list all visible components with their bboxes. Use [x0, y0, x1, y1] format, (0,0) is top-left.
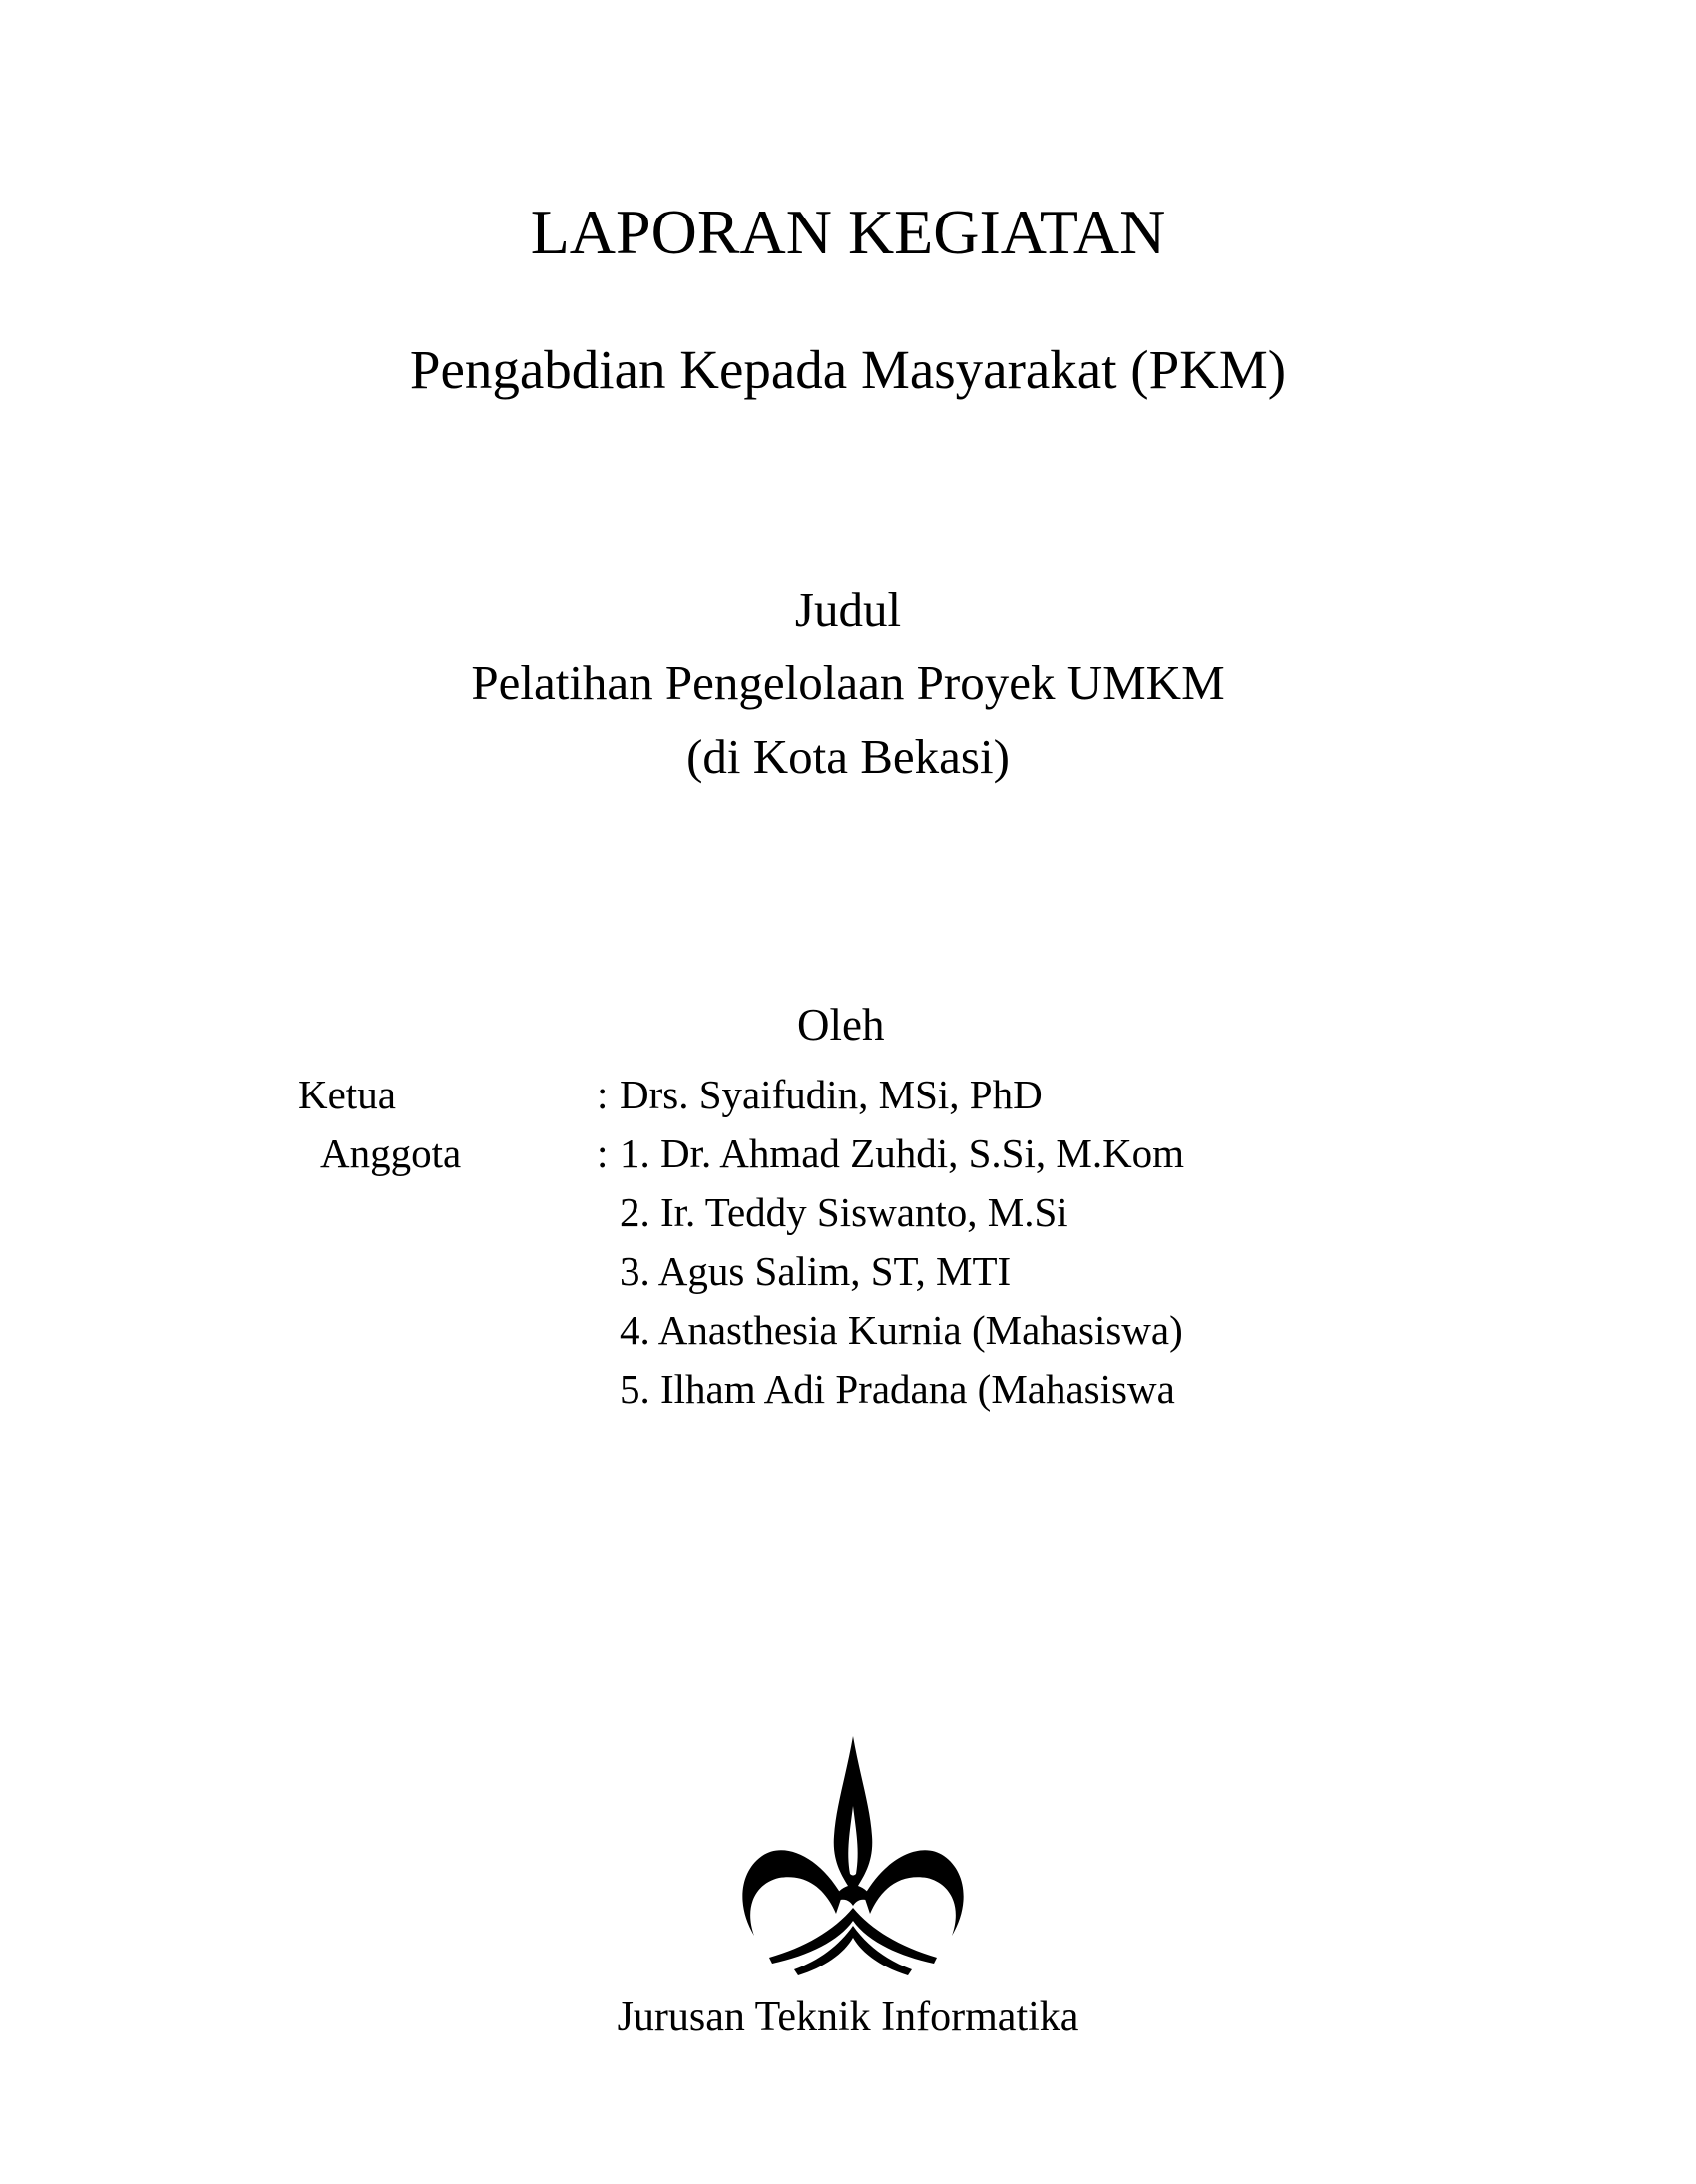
member-item: 2. Ir. Teddy Siswanto, M.Si [620, 1189, 1068, 1235]
ketua-colon: : [597, 1072, 609, 1117]
oleh-label: Oleh [797, 1000, 885, 1050]
member-item: 4. Anasthesia Kurnia (Mahasiswa) [620, 1307, 1183, 1353]
anggota-colon: : [597, 1130, 609, 1176]
judul-title-line-1: Pelatihan Pengelolaan Proyek UMKM [471, 655, 1225, 710]
report-subtitle: Pengabdian Kepada Masyarakat (PKM) [409, 339, 1287, 400]
anggota-label: Anggota [320, 1130, 462, 1176]
member-item: 3. Agus Salim, ST, MTI [620, 1248, 1012, 1294]
ketua-label: Ketua [298, 1072, 396, 1117]
member-item: 5. Ilham Adi Pradana (Mahasiswa [620, 1366, 1175, 1412]
department-name: Jurusan Teknik Informatika [617, 1994, 1079, 2040]
ketua-name: Drs. Syaifudin, MSi, PhD [620, 1072, 1043, 1117]
university-emblem-logo-icon [724, 1736, 982, 1975]
judul-label: Judul [794, 582, 902, 637]
report-title: LAPORAN KEGIATAN [530, 197, 1166, 267]
judul-title-line-2: (di Kota Bekasi) [686, 729, 1010, 784]
member-item: 1. Dr. Ahmad Zuhdi, S.Si, M.Kom [620, 1130, 1185, 1176]
